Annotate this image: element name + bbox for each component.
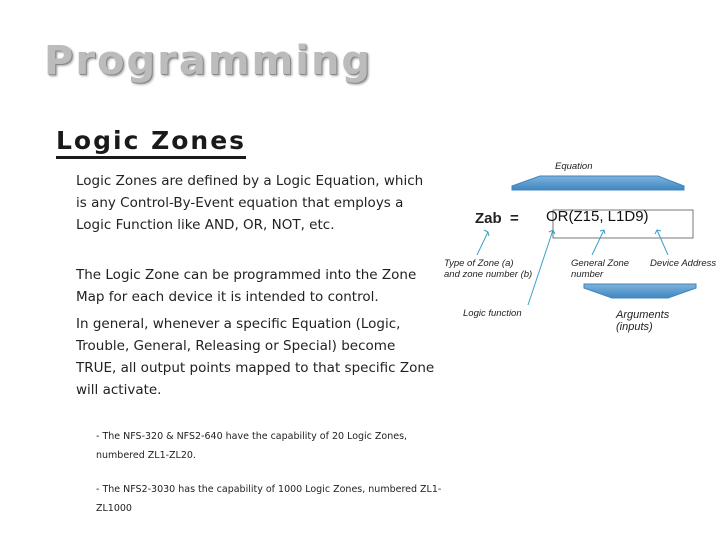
arguments-label	[616, 309, 669, 333]
type-of-zone-line2: and zone number (b)	[444, 269, 533, 280]
zone-lhs: Zab =	[475, 210, 519, 227]
type-of-zone-label	[444, 258, 532, 280]
arguments-line1: Arguments	[616, 309, 670, 321]
general-zone-line1: General Zone	[571, 258, 630, 269]
arguments-bracket	[584, 284, 696, 298]
bullet-nfs3030: - The NFS2-3030 has the capability of 1000 Logic Zones, numbered ZL1-ZL1000	[96, 484, 442, 514]
general-zone-line2: number	[571, 269, 604, 280]
paragraph-activation: In general, whenever a specific Equation (Logic, Trouble, General, Releasing or Special) become TRUE, all output points mapped to that specific Zone will activate.	[76, 316, 435, 398]
type-of-zone-line1: Type of Zone (a)	[444, 258, 514, 269]
device-address-label: Device Address	[650, 258, 717, 269]
bullet-nfs320: - The NFS-320 & NFS2-640 have the capability of 20 Logic Zones, numbered ZL1-ZL20.	[96, 431, 408, 461]
general-zone-label	[571, 258, 629, 280]
equation-text: OR(Z15, L1D9)	[546, 208, 649, 225]
paragraph-zone-map: The Logic Zone can be programmed into the Zone Map for each device it is intended to control.	[76, 267, 417, 305]
equation-bracket	[512, 176, 684, 190]
slide-subtitle: Logic Zones	[56, 126, 246, 159]
arguments-line2: (inputs)	[616, 321, 653, 333]
logic-function-label: Logic function	[463, 308, 522, 319]
equation-label: Equation	[555, 161, 593, 172]
paragraph-definition: Logic Zones are defined by a Logic Equation, which is any Control-By-Event equation that employs a Logic Function like AND, OR, NOT, etc.	[76, 173, 424, 233]
slide-title: Programming	[44, 38, 373, 84]
